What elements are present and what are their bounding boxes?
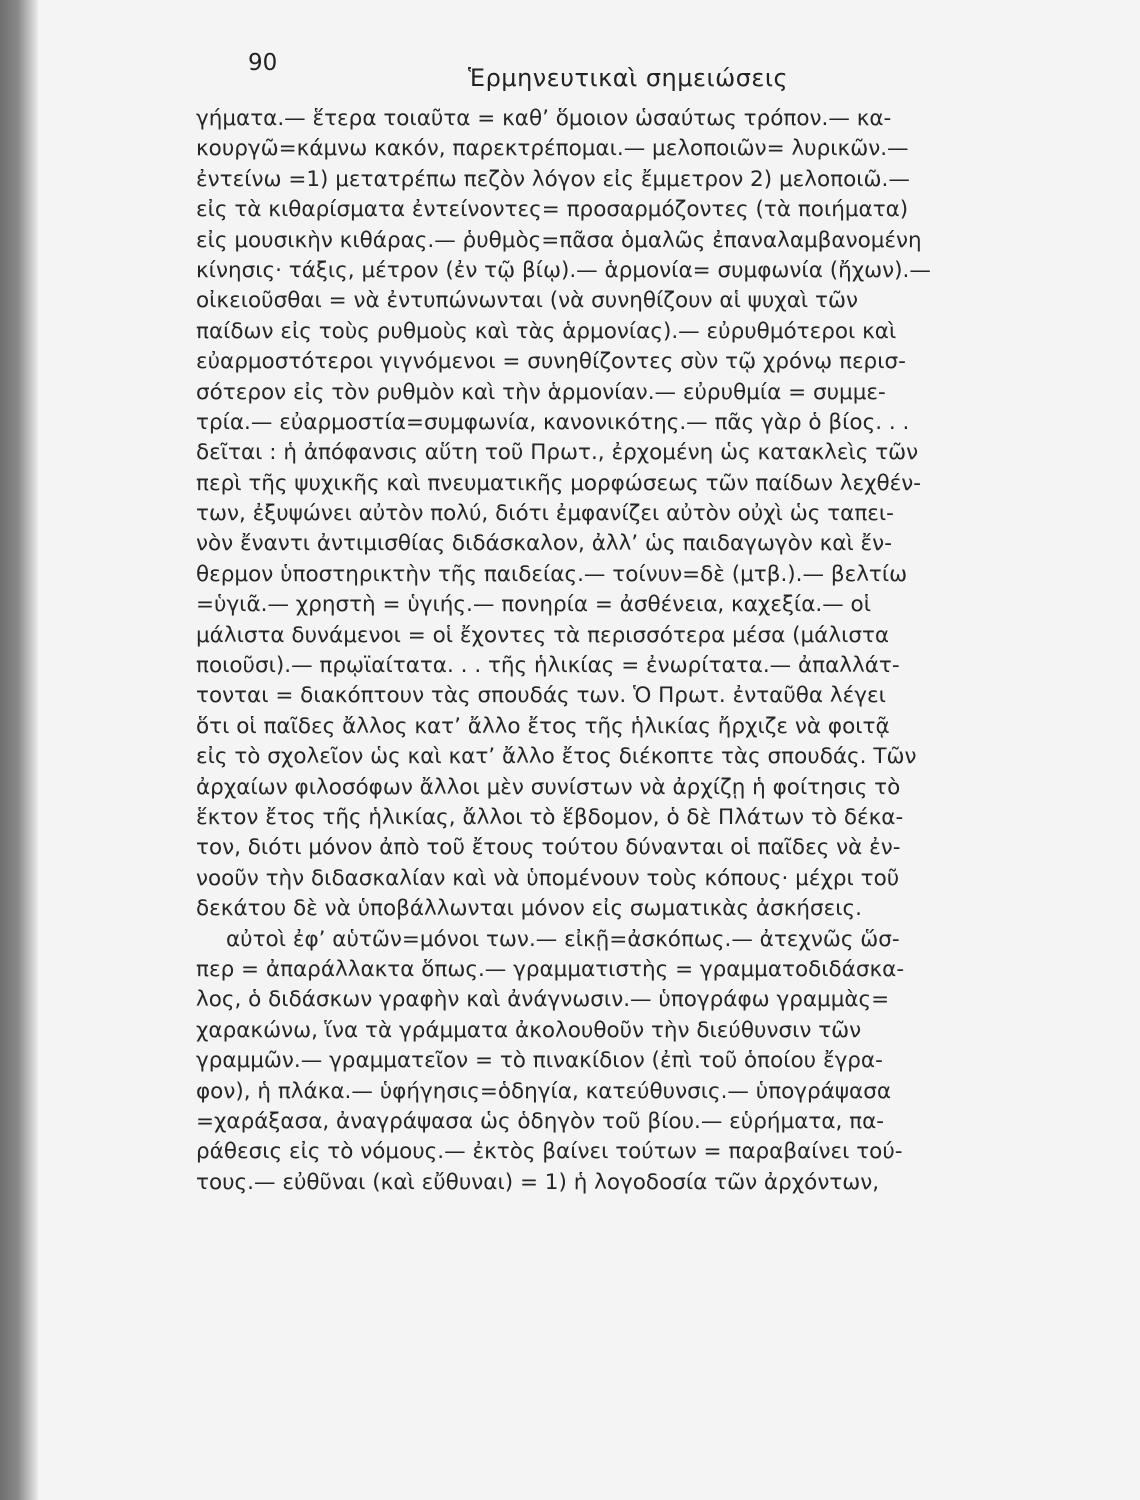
text-line: τονται = διακόπτουν τὰς σπουδάς των. Ὁ Πρωτ. ἐνταῦθα λέγει: [196, 683, 886, 709]
text-line: ἕκτον ἔτος τῆς ἡλικίας, ἄλλοι τὸ ἕβδομον, ὁ δὲ Πλάτων τὸ δέκα-: [196, 804, 904, 830]
text-line: παίδων εἰς τοὺς ρυθμοὺς καὶ τὰς ἁρμονίας).— εὐρυθμότεροι καὶ: [196, 318, 897, 344]
text-line: οἰκειοῦσθαι = νὰ ἐντυπώνωνται (νὰ συνηθίζουν αἱ ψυχαὶ τῶν: [196, 288, 858, 314]
text-line: περὶ τῆς ψυχικῆς καὶ πνευματικῆς μορφώσεως τῶν παίδων λεχθέν-: [196, 470, 922, 496]
text-line: αὐτοὶ ἐφ’ αὑτῶν=μόνοι των.— εἰκῇ=ἀσκόπως.— ἀτεχνῶς ὥσ-: [226, 926, 900, 952]
text-line: ὅτι οἱ παῖδες ἄλλος κατ’ ἄλλο ἔτος τῆς ἡλικίας ἤρχιζε νὰ φοιτᾷ: [196, 713, 890, 739]
text-line: γήματα.— ἕτερα τοιαῦτα = καθ’ ὅμοιον ὡσαύτως τρόπον.— κα-: [196, 106, 892, 131]
text-line: ράθεσις εἰς τὸ νόμους.— ἐκτὸς βαίνει τούτων = παραβαίνει τού-: [196, 1139, 903, 1165]
text-line: ἀρχαίων φιλοσόφων ἄλλοι μὲν συνίστων νὰ ἀρχίζῃ ἡ φοίτησις τὸ: [196, 774, 901, 800]
text-line: νοοῦν τὴν διδασκαλίαν καὶ νὰ ὑπομένουν τοὺς κόπους· μέχρι τοῦ: [196, 865, 900, 891]
text-line: νὸν ἔναντι ἀντιμισθίας διδάσκαλον, ἀλλ’ ὡς παιδαγωγὸν καὶ ἔν-: [196, 531, 892, 557]
text-line: σότερον εἰς τὸν ρυθμὸν καὶ τὴν ἁρμονίαν.— εὐρυθμία = συμμε-: [196, 379, 886, 405]
body-text: [196, 104, 1096, 1198]
text-line: χαρακώνω, ἵνα τὰ γράμματα ἀκολουθοῦν τὴν διεύθυνσιν τῶν: [196, 1017, 862, 1043]
text-line: ἐντείνω =1) μετατρέπω πεζὸν λόγον εἰς ἔμμετρον 2) μελοποιῶ.—: [196, 166, 910, 192]
text-line: εἰς τὸ σχολεῖον ὡς καὶ κατ’ ἄλλο ἔτος διέκοπτε τὰς σπουδάς. Τῶν: [196, 744, 917, 770]
text-line: ποιοῦσι).— πρῳϊαίτατα. . . τῆς ἡλικίας = ἐνωρίτατα.— ἀπαλλάτ-: [196, 653, 900, 679]
text-line: εἰς τὰ κιθαρίσματα ἐντείνοντες= προσαρμόζοντες (τὰ ποιήματα): [196, 197, 909, 223]
text-line: τρία.— εὐαρμοστία=συμφωνία, κανονικότης.— πᾶς γὰρ ὁ βίος. . .: [196, 409, 910, 435]
text-line: μάλιστα δυνάμενοι = οἱ ἔχοντες τὰ περισσότερα μέσα (μάλιστα: [196, 622, 890, 648]
text-line: των, ἐξυψώνει αὐτὸν πολύ, διότι ἐμφανίζει αὐτὸν οὐχὶ ὡς ταπει-: [196, 501, 894, 527]
text-line: δεῖται : ἡ ἀπόφανσις αὕτη τοῦ Πρωτ., ἐρχομένη ὡς κατακλεὶς τῶν: [196, 440, 919, 466]
text-line: τον, διότι μόνον ἀπὸ τοῦ ἔτους τούτου δύνανται οἱ παῖδες νὰ ἐν-: [196, 835, 901, 861]
text-line: φον), ἡ πλάκα.— ὑφήγησις=ὁδηγία, κατεύθυνσις.— ὑπογράψασα: [196, 1078, 892, 1104]
text-line: κίνησις· τάξις, μέτρον (ἐν τῷ βίῳ).— ἁρμονία= συμφωνία (ἤχων).—: [196, 257, 931, 283]
text-line: περ = ἀπαράλλακτα ὅπως.— γραμματιστὴς = γραμματοδιδάσκα-: [196, 956, 905, 982]
text-line: δεκάτου δὲ νὰ ὑποβάλλωνται μόνον εἰς σωματικὰς ἀσκήσεις.: [196, 896, 862, 922]
page-number: 90: [248, 50, 278, 76]
text-line: =ὑγιᾶ.— χρηστὴ = ὑγιής.— πονηρία = ἀσθένεια, καχεξία.— οἱ: [196, 592, 871, 618]
running-head: Ἑρμηνευτικαὶ σημειώσεις: [468, 64, 789, 92]
text-line: θερμον ὑποστηρικτὴν τῆς παιδείας.— τοίνυν=δὲ (μτβ.).— βελτίω: [196, 561, 908, 587]
scan-binding-edge: [0, 0, 38, 1500]
text-line: τους.— εὐθῦναι (καὶ εὔθυναι) = 1) ἡ λογοδοσία τῶν ἀρχόντων,: [196, 1169, 880, 1195]
text-line: =χαράξασα, ἀναγράψασα ὡς ὁδηγὸν τοῦ βίου.— εὑρήματα, πα-: [196, 1108, 885, 1134]
text-line: εἰς μουσικὴν κιθάρας.— ῥυθμὸς=πᾶσα ὁμαλῶς ἐπαναλαμβανομένη: [196, 227, 922, 253]
text-line: λος, ὁ διδάσκων γραφὴν καὶ ἀνάγνωσιν.— ὑπογράφω γραμμὰς=: [196, 987, 890, 1013]
text-line: κουργῶ=κάμνω κακόν, παρεκτρέπομαι.— μελοποιῶν= λυρικῶν.—: [196, 136, 909, 162]
text-line: γραμμῶν.— γραμματεῖον = τὸ πινακίδιον (ἐπὶ τοῦ ὁποίου ἔγρα-: [196, 1048, 883, 1074]
book-page: [38, 0, 1140, 1500]
text-line: εὐαρμοστότεροι γιγνόμενοι = συνηθίζοντες σὺν τῷ χρόνῳ περισ-: [196, 349, 906, 375]
